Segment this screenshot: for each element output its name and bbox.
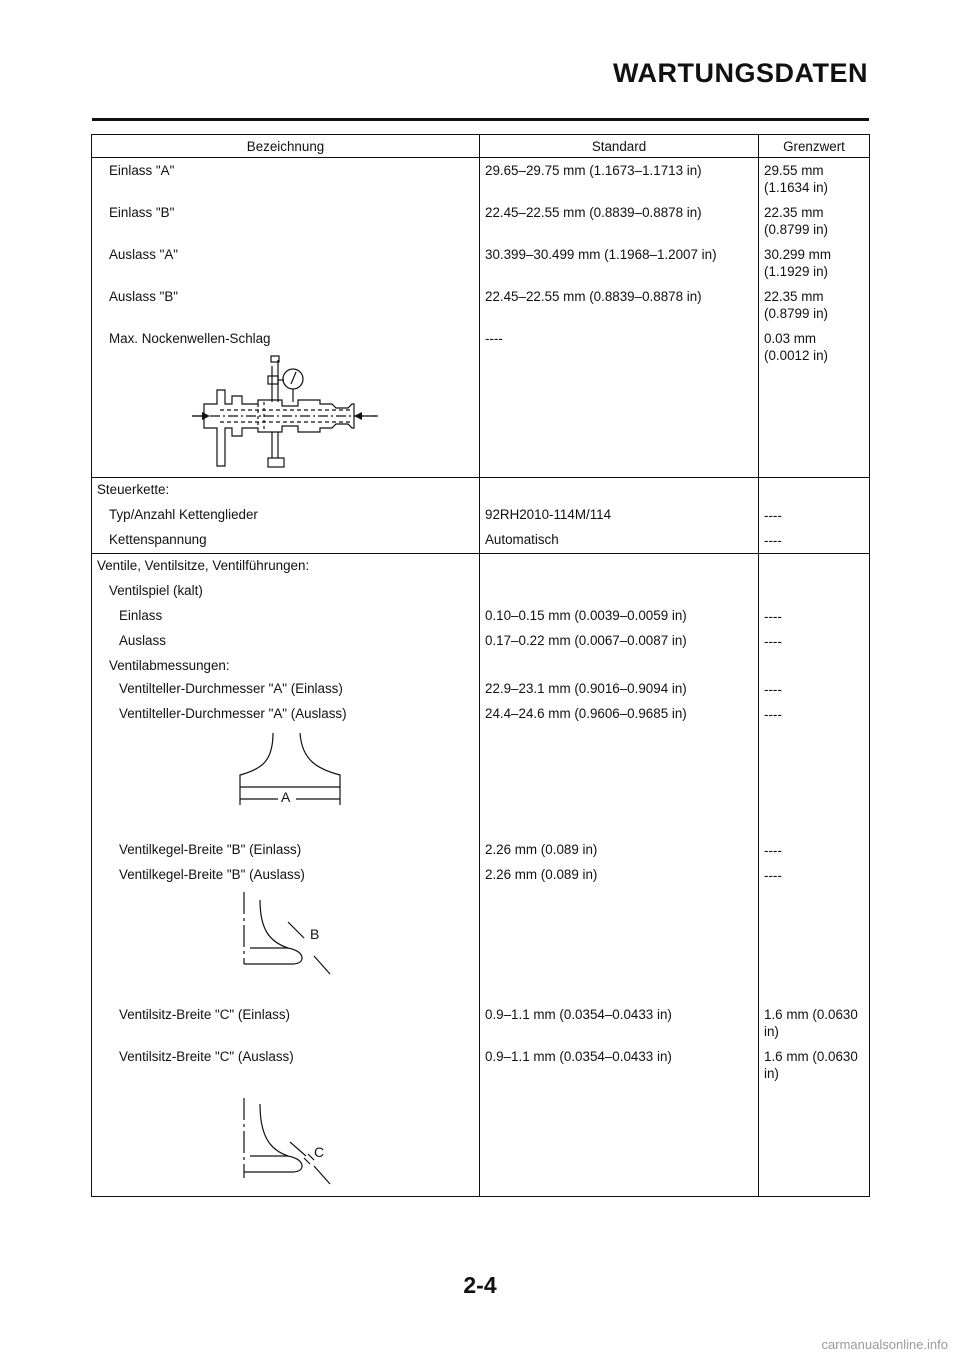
row-standard: 2.26 mm (0.089 in) (485, 841, 598, 857)
title-rule (92, 118, 869, 121)
row-standard: Automatisch (485, 531, 559, 547)
table-row (92, 603, 870, 628)
row-limit: ---- (764, 842, 782, 858)
subheading-row (92, 653, 870, 676)
valve-diameter-figure (92, 721, 479, 821)
valve-face-figure (92, 882, 479, 982)
table-row (92, 284, 870, 326)
column-header-standard: Standard (480, 135, 759, 158)
row-limit: 0.03 mm (0.0012 in) (764, 330, 829, 363)
row-limit: ---- (764, 608, 782, 624)
figure-label-a: A (281, 788, 291, 805)
column-header-name: Bezeichnung (92, 135, 480, 158)
row-standard: 22.45–22.55 mm (0.8839–0.8878 in) (485, 288, 702, 304)
row-limit: 29.55 mm (1.1634 in) (764, 163, 829, 195)
row-standard: 24.4–24.6 mm (0.9606–0.9685 in) (485, 705, 687, 721)
spec-table (91, 134, 869, 1197)
row-standard: ---- (485, 330, 503, 346)
row-name: Auslass "A" (109, 246, 179, 262)
table-row (92, 242, 870, 284)
camshaft-runout-figure (92, 346, 480, 470)
table-row (92, 326, 870, 478)
row-limit: ---- (764, 532, 782, 548)
table-row (92, 200, 870, 242)
section-heading-row (92, 478, 870, 502)
row-limit: ---- (764, 633, 782, 649)
row-standard: 0.10–0.15 mm (0.0039–0.0059 in) (485, 607, 687, 623)
row-limit: 30.299 mm (1.1929 in) (764, 246, 831, 279)
section-heading-row (92, 554, 870, 578)
subheading-dimensions: Ventilabmessungen: (109, 657, 230, 673)
row-name: Ventilkegel-Breite "B" (Auslass) (119, 866, 305, 882)
row-limit: 22.35 mm (0.8799 in) (764, 204, 829, 237)
row-name: Typ/Anzahl Kettenglieder (109, 506, 258, 522)
row-standard: 30.399–30.499 mm (1.1968–1.2007 in) (485, 246, 717, 262)
section-heading-chain: Steuerkette: (97, 482, 170, 497)
table-row (92, 676, 870, 702)
row-name: Ventilkegel-Breite "B" (Einlass) (119, 841, 302, 857)
table-header-row (92, 135, 870, 158)
table-row (92, 1002, 870, 1044)
subheading-clearance: Ventilspiel (kalt) (109, 582, 203, 598)
row-name: Ventilsitz-Breite "C" (Auslass) (119, 1048, 294, 1064)
row-standard: 0.9–1.1 mm (0.0354–0.0433 in) (485, 1048, 672, 1064)
row-standard: 2.26 mm (0.089 in) (485, 866, 598, 882)
subheading-row (92, 578, 870, 603)
row-limit: ---- (764, 681, 782, 697)
row-name: Einlass "A" (109, 163, 175, 178)
row-limit: ---- (764, 507, 782, 523)
row-standard: 92RH2010-114M/114 (485, 506, 612, 522)
table-row (92, 502, 870, 527)
row-standard: 0.17–0.22 mm (0.0067–0.0087 in) (485, 632, 687, 648)
row-name: Einlass "B" (109, 204, 175, 220)
column-header-limit: Grenzwert (759, 135, 870, 158)
row-standard: 29.65–29.75 mm (1.1673–1.1713 in) (485, 163, 702, 178)
row-name: Auslass "B" (109, 288, 179, 304)
row-name: Kettenspannung (109, 531, 207, 547)
watermark: carmanualsonline.info (821, 1337, 948, 1352)
row-name: Einlass (119, 607, 163, 623)
row-name: Ventilteller-Durchmesser "A" (Einlass) (119, 680, 343, 696)
table-row (92, 628, 870, 653)
table-row (92, 1044, 870, 1197)
figure-label-b: B (310, 925, 320, 942)
row-standard: 22.45–22.55 mm (0.8839–0.8878 in) (485, 204, 702, 220)
table-row (92, 527, 870, 554)
row-name: Max. Nockenwellen-Schlag (109, 330, 271, 346)
row-limit: 1.6 mm (0.0630 in) (764, 1006, 858, 1039)
row-limit: 1.6 mm (0.0630 in) (764, 1048, 858, 1081)
row-limit: 22.35 mm (0.8799 in) (764, 288, 829, 321)
row-standard: 0.9–1.1 mm (0.0354–0.0433 in) (485, 1006, 672, 1022)
table-row (92, 864, 870, 1002)
row-limit: ---- (764, 706, 782, 722)
table-row (92, 702, 870, 838)
row-standard: 22.9–23.1 mm (0.9016–0.9094 in) (485, 680, 687, 696)
section-heading-valves: Ventile, Ventilsitze, Ventilführungen: (97, 558, 310, 573)
valve-seat-figure (92, 1064, 479, 1184)
table-row (92, 158, 870, 200)
row-limit: ---- (764, 867, 782, 883)
row-name: Ventilteller-Durchmesser "A" (Auslass) (119, 705, 347, 721)
row-name: Auslass (119, 632, 166, 648)
page-number: 2-4 (463, 1272, 497, 1298)
page-title: WARTUNGSDATEN (613, 58, 868, 88)
figure-label-c: C (314, 1143, 325, 1160)
table-row (92, 838, 870, 864)
row-name: Ventilsitz-Breite "C" (Einlass) (119, 1006, 290, 1022)
